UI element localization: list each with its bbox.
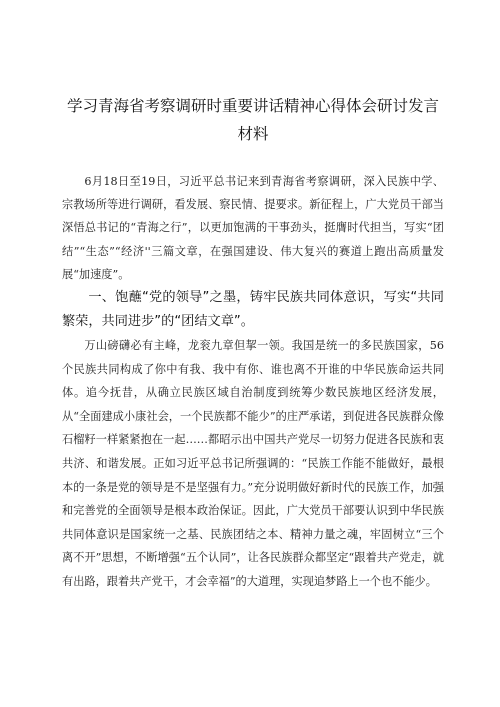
intro-paragraph: 6月18日至19日，习近平总书记来到青海省考察调研，深入民族中学、宗教场所等进行调研，看发展、察民情、提要求。新征程上，广大党员干部当深悟总书记的“青海之行”，以更加饱满的干事劲头，挺膺时代担当，写实“团结”“生态”“经济''三篇文章，在强国建设、伟大复兴的赛道上跑出高质量发展“加速度”。 xyxy=(62,175,444,281)
section-heading: 一、饱蘸“党的领导”之墨，铸牢民族共同体意识，写实“共同繁荣，共同进步”的“团结文章”。 xyxy=(62,290,444,330)
body-paragraph: 万山磅礴必有主峰，龙衮九章但挈一领。我国是统一的多民族国家，56个民族共同构成了你中有我、我中有你、谁也离不开谁的中华民族命运共同体。追今抚昔，从确立民族区域自治制度到统筹少数民族地区经济发展，从“全面建成小康社会，一个民族都不能少”的庄严承诺，到促进各民族群众像石榴籽一样紧紧抱在一起……都昭示出中国共产党尽一切努力促进各民族和衷共济、和谐发展。正如习近平总书记所强调的：“民族工作能不能做好，最根本的一条是党的领导是不是坚强有力。”充分说明做好新时代的民族工作，加强和完善党的全面领导是根本政治保证。因此，广大党员干部要认识到中华民族共同体意识是国家统一之基、民族团结之本、精神力量之魂，牢固树立“三个离不开”思想，不断增强“五个认同”，让各民族群众都坚定“跟着共产党走，就有出路，跟着共产党干，才会幸福”的大道理，实现追梦路上一个也不能少。 xyxy=(62,339,444,588)
document-title: 学习青海省考察调研时重要讲话精神心得体会研讨发言材料 xyxy=(66,97,439,143)
